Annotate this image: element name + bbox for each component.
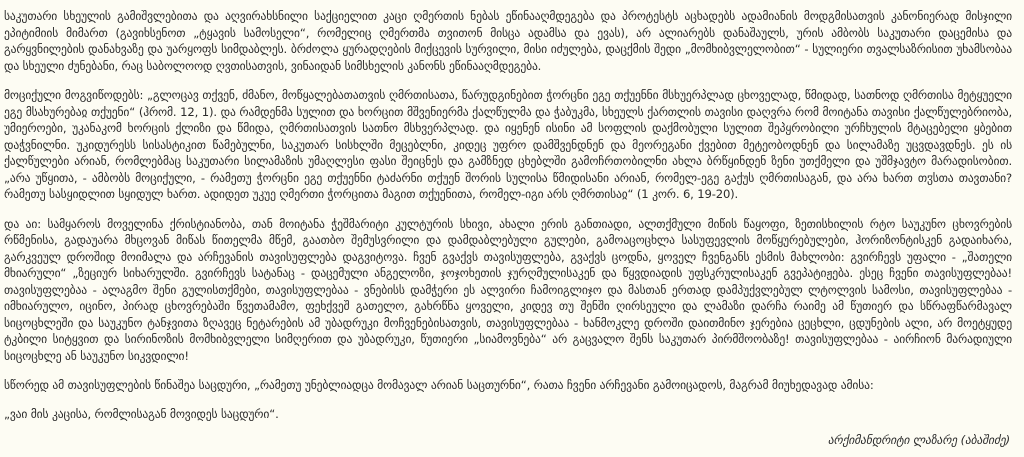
author-signature: არქიმანდრიტი ლაზარე (აბაშიძე) — [827, 433, 1010, 447]
article-paragraph: მოციქული მოგვიწოდებს: „გლოცავ თქვენ, ძმანო, მოწყალებათათვის ღმრთისათა, წარუდგინებით ჭორცნი ეგე თქუენნი მსხუერპლად ცხოველად, წმიდად, სათნოდ ღმრთისა მეტყუელი ეგე მსახურებაჲ თქუენი“ (ჰრომ. 12, 1). და რამდენმა სულით და ხორცით მშვენიერმა ქალწულმა და ჭაბუკმა, სხეულს ქართლის თავისი დაღვრა რომ მოიტანა თავისი ქალწულებრიობა, უმიეროები, უკანაკომ ხორცის ქლიზი და წმიდა, ღმრთისათვის სათნო მსხვერპლად. და იყენენ ისინი ამ სოფლის დაქმობული სულით შეპყრობილი ურჩხულის მტაცებელი ყბებით დაჭვნილნი. უკიდურესს სისასტიკით წამებულნი, საკუთარ სისხლში მეცებლნი, კიდეც უფრო დამშვენდნენ და მეორეგანი ქვებით მეტეობოდნენ და სილამაზე უცვდავდნეს. ეს ის ქალწულები არიან, რომლებმაც საკუთარი სილამაზის უმაღლესი ფასი შეიცნეს და გამზნედ ცხებლში გამოჩრთობილნი ახლა ბრწყინდენ ზენი უთქმელი და უშმჯავტო მარადისობით. „არა უწყითა, - ამბობს მოციქული, - რამეთუ ჭორცნი ეგე თქუენნი ტაძარნი თქუენ შორის სულისა წმიდისანი არიან, რომელ-ეგე გაქუს ღმრთისაგან, და არა ხართ თჳსთა თავთანი? რამეთუ სასყიდლით სყიდულ ხართ. ადიდეთ უკუე ღმერთი ჭორცითა მაგით თქუენითა, რომელ-იგი არს ღმრთისაჲ“ (1 კორ. 6, 19-20). — [4, 88, 1012, 201]
article-paragraph: და აი: სამყაროს მოველინა ქრისტიანობა, თან მოიტანა ჭეშმარიტი კულტურის სხივი, ახალი ერის განთიადი, ალთქმული მიწის წაყოფი, ზეთისხილის რტო საუკუნო ცხოვრების რწმენისა, გადაუარა მხცოვან მიწას წითელმა მწემ, გაათბო შემუსვრილი და დამდაბლებული გულები, გამოაცოცხლა სასუფევლის მოწყურებულები, ჰორიზონტისკენ გადაიხარა, გარკვეულ დროშიდ მოიმალა და არჩევანის თავისუფლება დაგვიტოვა. ჩვენ გვაქვს თავისუფლება, გვაქვს ცოდნა, ყოველ ჩვენგანს ესმის მახლობი: გვირჩევს უფალი - „შათელი მხიარული“ „ზეციურ სიხარულში. გვირჩევს სატანაც - დაცემული ანგელოზი, ჯოჯოხეთის ჯურღმულისაკენ და წყვდიადის უფსკრულისაკენ გვეპატიჟება. ესეც ჩვენი თავისუფლებაა! თავისუფლებაა - ალაგმო შენი გულისთქმები, თავისუფლებაა - ვნებისს დამჭერი ეს ალვირი ჩამოიგლიჯო და მასთან ერთად დამპუქვლებულ ლტოლვის სამოსი, თავისუფლებაა - იმხიარულო, იცინო, პირად ცხოვრებაში წვეთამამო, ფეხქვეშ გათელო, გახრწნა ყოველი, კიდევ თუ შენში ღირსეული და ლამაზი დარჩა რაიმე ამ წუთიერ და სწრაფწარმავალ სიცოცხლეში და საუკუნო ტანჯვითა ზღავეც ნეტარების ამ უბადრუკი მოჩვენებისათვის, თავისუფლებაა - ხანმოკლე დროში დაითმინო ჯერებია ცეცხლი, ცდუნების ალი, არ მოეტყუდე ტკბილი სიტყვით და სირინოზის მომხიბვლელი სიმღერით და უბადრუკი, წუთიერი „სიამოვნება“ არ გაცვალო შენს საკუთარ პირმშოობაზე! თავისუფლებაა - აირჩიონ მარადიული სიცოცხლე ან საუკუნო სიკვდილი! — [4, 216, 1012, 363]
article-paragraph: საკუთარი სხეულის გამიშვლებითა და აღვირახსნილი საქციელით კაცი ღმერთის ნებას ეწინააღმდეგება და პროტესტს აცხადებს ადამიანის მოდგმისათვის კანონიერად მისჯილი ეპიტიმიის მიმართ (გავიხსენოთ „ტყავის სამოსელი“, რომელიც ღმერთმა თვითონ მისცა ადამსა და ევას), არ ალიარებს დანაშაულს, ურის ამბობს საკუთარი დაცემისა და გარყვნილების დანახვაზე და უარყოფს სიმდაბლეს. ბრძოლა ყურადღების მიქცევის სურვილი, მისი იძულება, დაცქმის შედი „მომხიბვლელობით“ - სულიერი თვალსაზრისით უხამსობაა და სხეული ძუნებანი, რაც საბოლოოდ ღვთისათვის, ვინაიდან სიმსხელის კანონს ეწინააღმდეგება. — [4, 9, 1012, 73]
article-paragraph: სწორედ ამ თავისუფლების წინაშეა საცდური, „რამეთუ უნებლიადცა მომავალ არიან საცთურნი“, რათა ჩვენი არჩევანი გამოიცადოს, მაგრამ მიუხედავად ამისა: — [4, 378, 874, 392]
article-quote: „ვაი მის კაცისა, რომლისაგან მოვიდეს საცდური“. — [4, 406, 279, 421]
